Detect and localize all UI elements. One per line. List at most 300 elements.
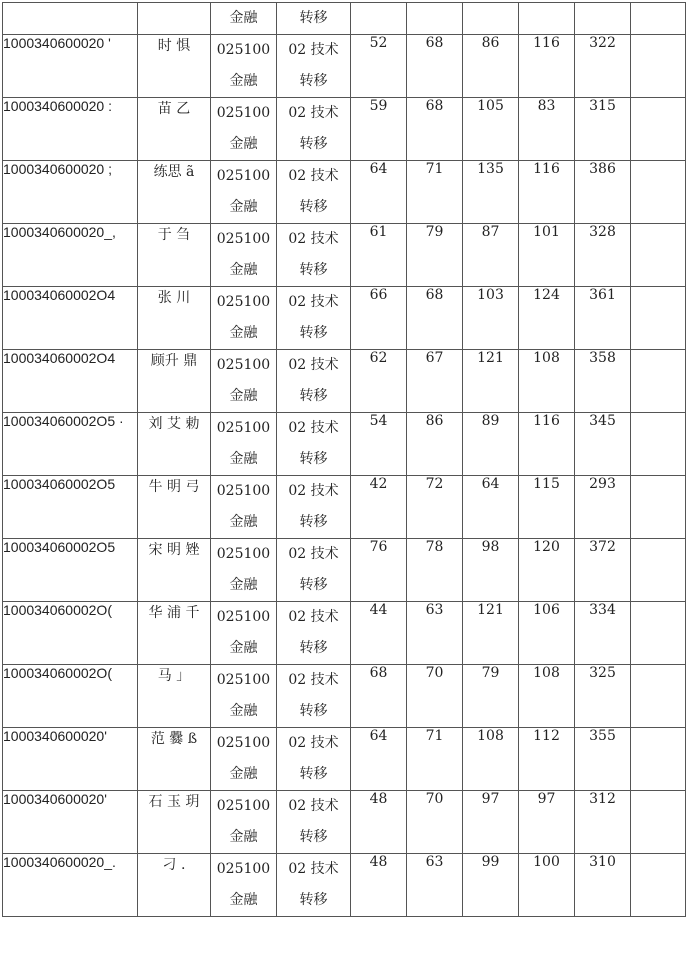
candidate-name-cell [138, 287, 211, 350]
direction-cell [277, 413, 351, 476]
score-english [407, 665, 463, 728]
major-name: 金融 [229, 73, 258, 89]
candidate-name: 华 浦 千 [148, 605, 200, 621]
major-name: 金融 [229, 766, 258, 782]
score-cell [463, 3, 519, 35]
candidate-name: 时 惧 [157, 38, 191, 54]
candidate-id-cell [3, 539, 138, 602]
remark-cell [631, 476, 686, 539]
score-politics [351, 728, 407, 791]
major-name: 金融 [229, 577, 258, 593]
remark-cell [631, 665, 686, 728]
score-value: 355 [589, 728, 616, 744]
candidate-name: 苗 乙 [157, 101, 191, 117]
major-name: 金融 [229, 325, 258, 341]
major-code: 025100 [216, 294, 271, 310]
score-value: 97 [537, 791, 556, 807]
major-code: 025100 [216, 861, 271, 877]
score-total [575, 350, 631, 413]
direction-code: 02 技术 [288, 483, 339, 499]
score-value: 361 [589, 287, 616, 303]
remark-cell [631, 224, 686, 287]
major-name: 金融 [229, 703, 258, 719]
score-value: 358 [589, 350, 616, 366]
score-politics [351, 98, 407, 161]
name-cell [138, 3, 211, 35]
candidate-name-cell [138, 539, 211, 602]
score-english [407, 728, 463, 791]
candidate-id: 100034060002O4 [3, 350, 116, 366]
major-cell [211, 665, 277, 728]
direction-cell [277, 602, 351, 665]
major-name: 金融 [229, 262, 258, 278]
table-row [3, 161, 686, 224]
remark-cell [631, 728, 686, 791]
candidate-id-cell [3, 602, 138, 665]
direction-code: 02 技术 [288, 294, 339, 310]
remark-cell [631, 350, 686, 413]
major-name: 金融 [229, 829, 258, 845]
direction-cell [277, 854, 351, 917]
score-value: 86 [481, 35, 500, 51]
direction-code: 02 技术 [288, 546, 339, 562]
direction-name: 转移 [299, 640, 328, 656]
score-value: 310 [589, 854, 616, 870]
table-row [3, 476, 686, 539]
candidate-name-cell [138, 728, 211, 791]
major-cell [211, 413, 277, 476]
direction-name: 转移 [299, 262, 328, 278]
table-row-continued [3, 3, 686, 35]
candidate-id-cell [3, 791, 138, 854]
candidate-name-cell [138, 791, 211, 854]
direction-code: 02 技术 [288, 609, 339, 625]
candidate-name-cell [138, 98, 211, 161]
direction-cell [277, 35, 351, 98]
candidate-id: 1000340600020' [3, 728, 107, 744]
major-cell [211, 350, 277, 413]
candidate-name-cell [138, 224, 211, 287]
candidate-id-cell [3, 98, 138, 161]
candidate-id-cell [3, 413, 138, 476]
score-total [575, 413, 631, 476]
score-politics [351, 350, 407, 413]
candidate-id: 100034060002O5 [3, 539, 116, 555]
candidate-name: 范 爨 ß [150, 731, 198, 747]
remark-cell [631, 539, 686, 602]
score-politics [351, 602, 407, 665]
score-value: 48 [369, 854, 388, 870]
score-cell [575, 3, 631, 35]
major-name: 金融 [229, 136, 258, 152]
candidate-id-cell [3, 224, 138, 287]
score-total [575, 224, 631, 287]
major-name: 金融 [229, 640, 258, 656]
candidate-id: 100034060002O4 [3, 287, 116, 303]
major-cell [211, 539, 277, 602]
score-total [575, 791, 631, 854]
direction-cell [277, 3, 351, 35]
score-total [575, 98, 631, 161]
table-row [3, 287, 686, 350]
score-value: 121 [477, 602, 504, 618]
score-english [407, 791, 463, 854]
score-subject2 [519, 350, 575, 413]
score-value: 98 [481, 539, 500, 555]
remark-cell [631, 602, 686, 665]
major-code: 025100 [216, 735, 271, 751]
score-subject1 [463, 287, 519, 350]
score-total [575, 728, 631, 791]
table-row [3, 35, 686, 98]
score-value: 79 [481, 665, 500, 681]
score-subject1 [463, 476, 519, 539]
direction-code: 02 技术 [288, 420, 339, 436]
score-value: 135 [477, 161, 504, 177]
candidate-id: 100034060002O( [3, 602, 112, 618]
score-english [407, 35, 463, 98]
direction-name: 转移 [299, 451, 328, 467]
direction-cell [277, 791, 351, 854]
score-value: 100 [533, 854, 560, 870]
score-value: 293 [589, 476, 616, 492]
table-row [3, 224, 686, 287]
score-value: 89 [481, 413, 500, 429]
candidate-name: 马 」 [157, 668, 191, 684]
direction-name: 转移 [299, 388, 328, 404]
score-value: 68 [425, 35, 444, 51]
score-value: 325 [589, 665, 616, 681]
score-subject2 [519, 791, 575, 854]
score-value: 42 [369, 476, 388, 492]
candidate-name: 刘 艾 勅 [148, 416, 200, 432]
score-subject2 [519, 602, 575, 665]
candidate-name-cell [138, 854, 211, 917]
score-value: 52 [369, 35, 388, 51]
score-subject2 [519, 539, 575, 602]
candidate-name-cell [138, 350, 211, 413]
score-subject2 [519, 854, 575, 917]
candidate-id-cell [3, 854, 138, 917]
remark-cell [631, 287, 686, 350]
direction-code: 02 技术 [288, 357, 339, 373]
candidate-id-cell [3, 665, 138, 728]
major-code: 025100 [216, 105, 271, 121]
score-subject1 [463, 161, 519, 224]
direction-name: 转移 [299, 829, 328, 845]
score-value: 72 [425, 476, 444, 492]
score-english [407, 602, 463, 665]
score-value: 101 [533, 224, 560, 240]
score-politics [351, 161, 407, 224]
score-value: 64 [369, 161, 388, 177]
candidate-id-cell [3, 161, 138, 224]
major-cell [211, 476, 277, 539]
score-value: 71 [425, 728, 444, 744]
score-subject1 [463, 728, 519, 791]
score-subject1 [463, 224, 519, 287]
major-code: 025100 [216, 231, 271, 247]
score-subject2 [519, 665, 575, 728]
score-cell [407, 3, 463, 35]
score-value: 87 [481, 224, 500, 240]
major-cell [211, 35, 277, 98]
score-subject1 [463, 665, 519, 728]
score-value: 106 [533, 602, 560, 618]
remark-cell [631, 3, 686, 35]
table-row [3, 413, 686, 476]
major-cell [211, 224, 277, 287]
candidate-name-cell [138, 665, 211, 728]
direction-cell [277, 161, 351, 224]
score-value: 66 [369, 287, 388, 303]
major-text: 金融 [229, 10, 258, 26]
major-code: 025100 [216, 609, 271, 625]
score-value: 67 [425, 350, 444, 366]
id-cell [3, 3, 138, 35]
candidate-name: 练思 ã [153, 164, 195, 180]
score-value: 70 [425, 665, 444, 681]
score-subject2 [519, 98, 575, 161]
major-code: 025100 [216, 168, 271, 184]
direction-cell [277, 539, 351, 602]
score-total [575, 35, 631, 98]
candidate-id-cell [3, 476, 138, 539]
direction-code: 02 技术 [288, 798, 339, 814]
score-value: 103 [477, 287, 504, 303]
score-politics [351, 854, 407, 917]
score-value: 105 [477, 98, 504, 114]
score-value: 86 [425, 413, 444, 429]
candidate-id: 100034060002O5 · [3, 413, 124, 429]
score-subject1 [463, 98, 519, 161]
score-value: 64 [481, 476, 500, 492]
score-value: 83 [537, 98, 556, 114]
score-value: 328 [589, 224, 616, 240]
candidate-name-cell [138, 35, 211, 98]
direction-name: 转移 [299, 199, 328, 215]
score-value: 120 [533, 539, 560, 555]
direction-code: 02 技术 [288, 168, 339, 184]
direction-cell [277, 287, 351, 350]
score-value: 78 [425, 539, 444, 555]
score-value: 54 [369, 413, 388, 429]
score-politics [351, 665, 407, 728]
table-row [3, 602, 686, 665]
score-subject1 [463, 539, 519, 602]
score-value: 61 [369, 224, 388, 240]
candidate-id: 1000340600020' [3, 791, 107, 807]
major-name: 金融 [229, 514, 258, 530]
score-total [575, 602, 631, 665]
score-subject1 [463, 791, 519, 854]
major-name: 金融 [229, 388, 258, 404]
score-value: 116 [533, 35, 560, 51]
score-cell [351, 3, 407, 35]
score-total [575, 665, 631, 728]
score-value: 312 [589, 791, 616, 807]
table-row [3, 728, 686, 791]
candidate-id: 100034060002O( [3, 665, 112, 681]
score-politics [351, 224, 407, 287]
direction-name: 转移 [299, 325, 328, 341]
candidate-name: 牛 明 弓 [148, 479, 200, 495]
score-english [407, 287, 463, 350]
score-value: 99 [481, 854, 500, 870]
score-politics [351, 791, 407, 854]
major-code: 025100 [216, 546, 271, 562]
remark-cell [631, 413, 686, 476]
score-total [575, 854, 631, 917]
table-row [3, 791, 686, 854]
direction-code: 02 技术 [288, 861, 339, 877]
table-row [3, 539, 686, 602]
candidate-name: 石 玉 玥 [148, 794, 200, 810]
score-value: 112 [533, 728, 560, 744]
direction-cell [277, 728, 351, 791]
candidate-id: 1000340600020_, [3, 224, 116, 240]
score-value: 345 [589, 413, 616, 429]
score-cell [519, 3, 575, 35]
major-cell [211, 98, 277, 161]
candidate-id-cell [3, 35, 138, 98]
score-subject1 [463, 35, 519, 98]
score-value: 79 [425, 224, 444, 240]
candidate-name: 于 刍 [157, 227, 191, 243]
score-value: 108 [477, 728, 504, 744]
table-row [3, 350, 686, 413]
major-code: 025100 [216, 357, 271, 373]
score-english [407, 224, 463, 287]
score-english [407, 539, 463, 602]
major-code: 025100 [216, 42, 271, 58]
score-total [575, 539, 631, 602]
score-value: 116 [533, 413, 560, 429]
score-table-body [3, 3, 686, 917]
score-english [407, 476, 463, 539]
score-value: 64 [369, 728, 388, 744]
score-value: 68 [369, 665, 388, 681]
score-subject1 [463, 602, 519, 665]
direction-name: 转移 [299, 136, 328, 152]
remark-cell [631, 98, 686, 161]
major-name: 金融 [229, 892, 258, 908]
direction-code: 02 技术 [288, 735, 339, 751]
score-english [407, 413, 463, 476]
score-total [575, 161, 631, 224]
candidate-id-cell [3, 287, 138, 350]
direction-name: 转移 [299, 766, 328, 782]
direction-cell [277, 224, 351, 287]
score-value: 334 [589, 602, 616, 618]
direction-code: 02 技术 [288, 672, 339, 688]
score-subject2 [519, 413, 575, 476]
remark-cell [631, 35, 686, 98]
score-subject1 [463, 350, 519, 413]
candidate-id-cell [3, 350, 138, 413]
score-subject2 [519, 287, 575, 350]
remark-cell [631, 854, 686, 917]
score-subject2 [519, 35, 575, 98]
score-table [2, 2, 686, 917]
candidate-name-cell [138, 602, 211, 665]
score-value: 108 [533, 350, 560, 366]
candidate-id: 1000340600020 ; [3, 161, 112, 177]
score-value: 322 [589, 35, 616, 51]
candidate-id: 1000340600020_. [3, 854, 116, 870]
score-value: 372 [589, 539, 616, 555]
score-value: 71 [425, 161, 444, 177]
table-row [3, 98, 686, 161]
score-politics [351, 35, 407, 98]
score-value: 315 [589, 98, 616, 114]
direction-text: 转移 [299, 10, 328, 26]
score-value: 76 [369, 539, 388, 555]
score-value: 68 [425, 98, 444, 114]
score-english [407, 98, 463, 161]
direction-name: 转移 [299, 514, 328, 530]
score-subject2 [519, 161, 575, 224]
direction-cell [277, 476, 351, 539]
direction-name: 转移 [299, 892, 328, 908]
candidate-name-cell [138, 413, 211, 476]
candidate-name: 张 川 [157, 290, 191, 306]
table-row [3, 665, 686, 728]
direction-code: 02 技术 [288, 105, 339, 121]
score-value: 116 [533, 161, 560, 177]
candidate-id: 1000340600020 ' [3, 35, 111, 51]
major-code: 025100 [216, 798, 271, 814]
score-subject1 [463, 413, 519, 476]
score-value: 386 [589, 161, 616, 177]
score-value: 63 [425, 602, 444, 618]
candidate-name: 刁 . [162, 857, 186, 873]
candidate-name-cell [138, 476, 211, 539]
major-cell [211, 602, 277, 665]
remark-cell [631, 161, 686, 224]
score-value: 44 [369, 602, 388, 618]
major-cell [211, 3, 277, 35]
score-value: 48 [369, 791, 388, 807]
major-code: 025100 [216, 672, 271, 688]
score-value: 124 [533, 287, 560, 303]
score-value: 97 [481, 791, 500, 807]
direction-name: 转移 [299, 73, 328, 89]
score-subject2 [519, 224, 575, 287]
score-subject2 [519, 728, 575, 791]
major-name: 金融 [229, 451, 258, 467]
score-subject2 [519, 476, 575, 539]
score-total [575, 287, 631, 350]
direction-cell [277, 98, 351, 161]
score-subject1 [463, 854, 519, 917]
score-value: 108 [533, 665, 560, 681]
direction-code: 02 技术 [288, 42, 339, 58]
direction-name: 转移 [299, 703, 328, 719]
score-politics [351, 413, 407, 476]
score-english [407, 854, 463, 917]
score-value: 62 [369, 350, 388, 366]
major-code: 025100 [216, 420, 271, 436]
major-code: 025100 [216, 483, 271, 499]
major-cell [211, 791, 277, 854]
direction-name: 转移 [299, 577, 328, 593]
score-value: 63 [425, 854, 444, 870]
direction-cell [277, 665, 351, 728]
major-cell [211, 161, 277, 224]
score-english [407, 350, 463, 413]
major-cell [211, 854, 277, 917]
